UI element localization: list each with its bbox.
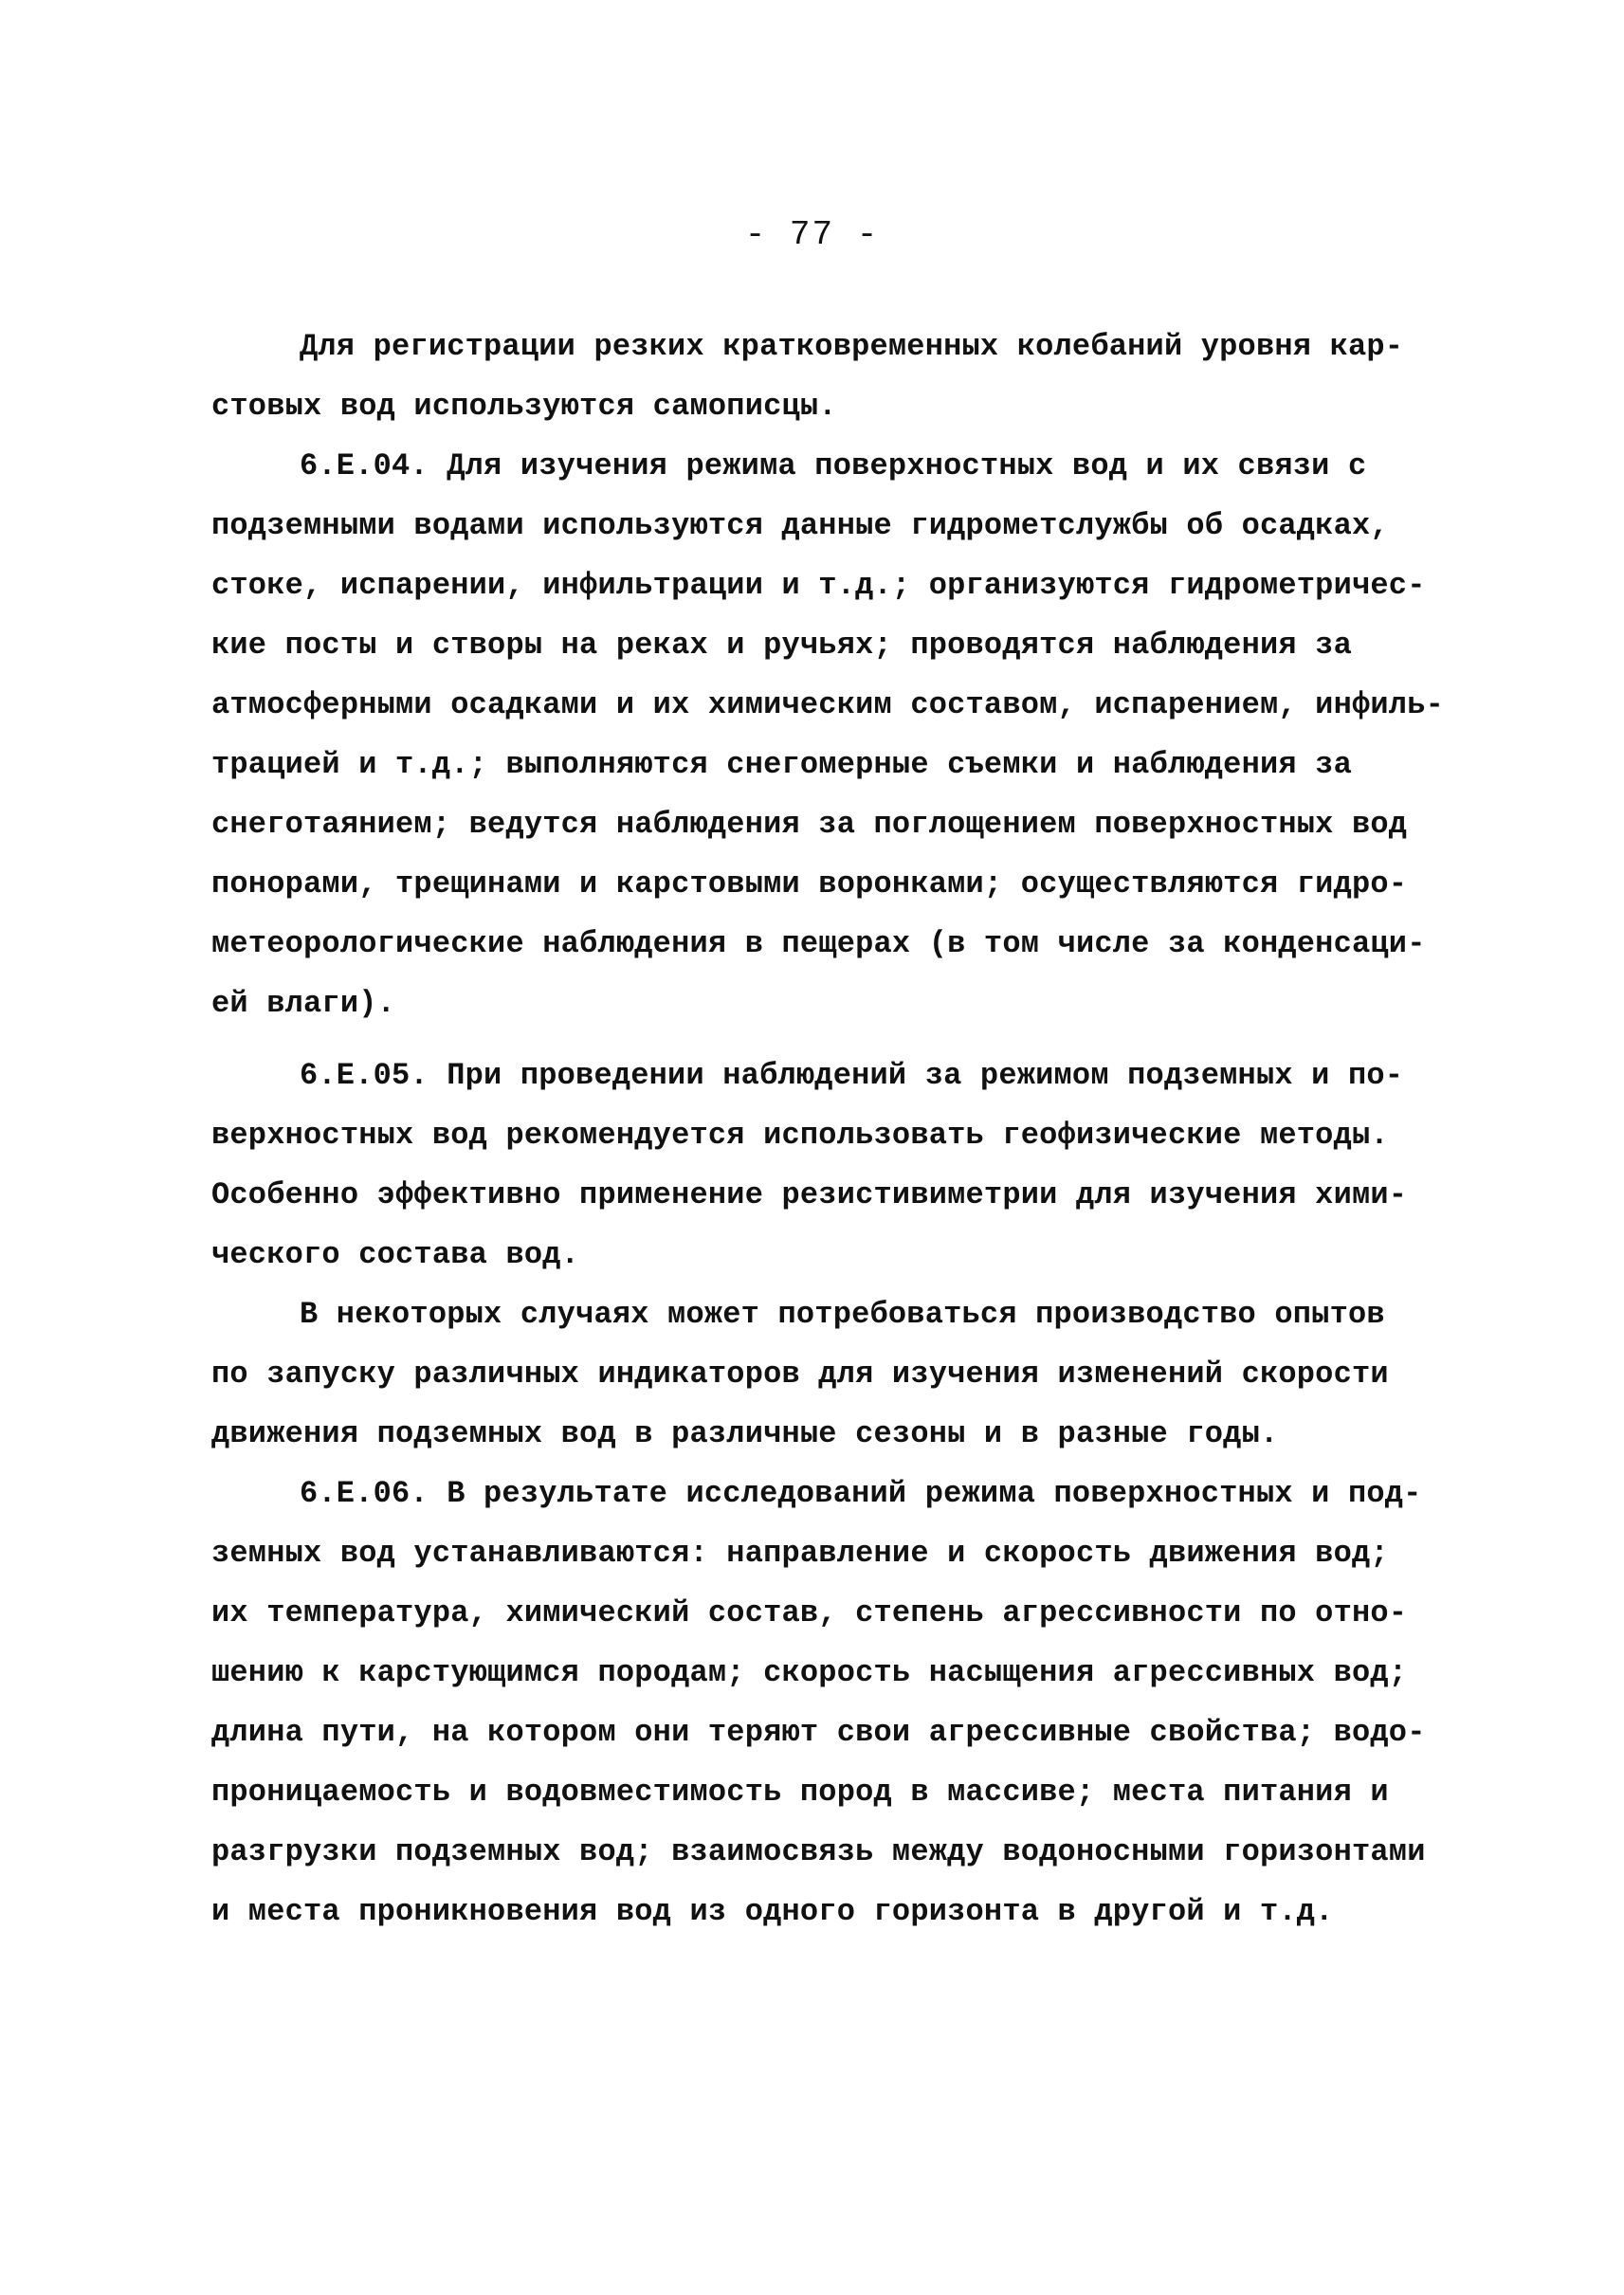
text-line: длина пути, на котором они теряют свои агрессивные свойства; водо- <box>211 1715 1426 1750</box>
text-line: 6.Е.06. В результате исследований режима поверхностных и под- <box>300 1476 1422 1511</box>
page-number: - 77 - <box>744 215 880 254</box>
text-line: В некоторых случаях может потребоваться производство опытов <box>300 1297 1385 1332</box>
text-line: метеорологические наблюдения в пещерах (в том числе за конденсаци- <box>211 926 1426 961</box>
text-line: кие посты и створы на реках и ручьях; проводятся наблюдения за <box>211 628 1352 663</box>
text-line: 6.Е.05. При проведении наблюдений за режимом подземных и по- <box>300 1058 1404 1093</box>
text-line: понорами, трещинами и карстовыми воронками; осуществляются гидро- <box>211 866 1408 902</box>
text-line: движения подземных вод в различные сезоны и в разные годы. <box>211 1416 1279 1451</box>
text-line: и места проникновения вод из одного горизонта в другой и т.д. <box>211 1894 1334 1929</box>
text-line: Для регистрации резких кратковременных колебаний уровня кар- <box>300 329 1404 364</box>
text-line: стовых вод используются самописцы. <box>211 389 837 424</box>
text-line: земных вод устанавливаются: направление и скорость движения вод; <box>211 1536 1389 1571</box>
text-line: по запуску различных индикаторов для изучения изменений скорости <box>211 1357 1389 1392</box>
text-line: подземными водами используются данные гидрометслужбы об осадках, <box>211 508 1389 543</box>
text-line: снеготаянием; ведутся наблюдения за поглощением поверхностных вод <box>211 807 1408 842</box>
text-line: атмосферными осадками и их химическим составом, испарением, инфиль- <box>211 687 1445 722</box>
text-line: Особенно эффективно применение резистивиметрии для изучения хими- <box>211 1177 1408 1212</box>
text-line: трацией и т.д.; выполняются снегомерные съемки и наблюдения за <box>211 747 1352 782</box>
text-line: ческого состава вод. <box>211 1237 580 1272</box>
text-line: 6.Е.04. Для изучения режима поверхностных вод и их связи с <box>300 448 1367 483</box>
text-line: ей влаги). <box>211 986 396 1021</box>
text-line: верхностных вод рекомендуется использовать геофизические методы. <box>211 1118 1389 1153</box>
text-line: шению к карстующимся породам; скорость насыщения агрессивных вод; <box>211 1655 1408 1690</box>
text-line: их температура, химический состав, степень агрессивности по отно- <box>211 1595 1408 1630</box>
text-line: проницаемость и водовместимость пород в массиве; места питания и <box>211 1775 1389 1810</box>
text-line: стоке, испарении, инфильтрации и т.д.; организуются гидрометричес- <box>211 568 1426 603</box>
text-line: разгрузки подземных вод; взаимосвязь между водоносными горизонтами <box>211 1834 1426 1869</box>
